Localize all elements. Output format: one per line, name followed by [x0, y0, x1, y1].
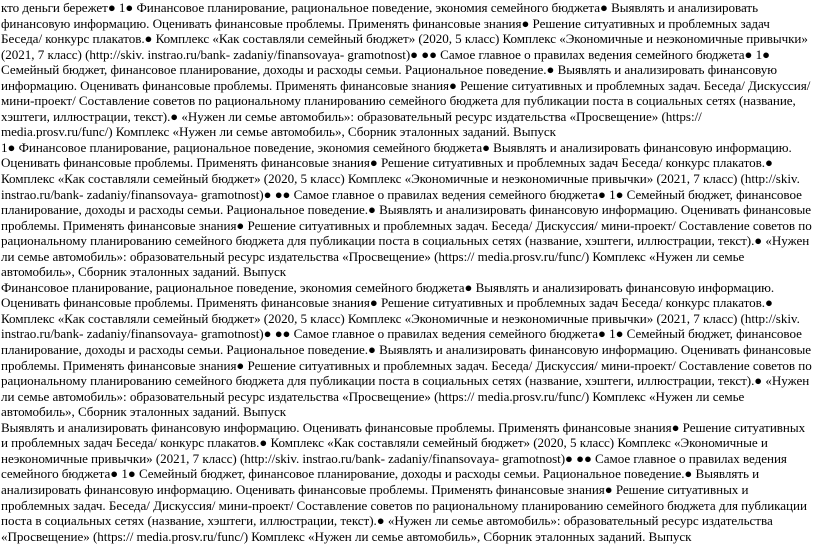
paragraph-1 — [1, 0, 814, 140]
paragraph-text: Выявлять и анализировать финансовую информацию. Оценивать финансовые проблемы. Применять финансовые знания● Решение ситуативных и проблемных задач Беседа/ конкурс плакатов.● Комплекс «Как составляли семейный бюджет» (2020, 5 класс) Комплекс «Экономичные и неэкономичные привычки» (2021, 7 класс) (http://skiv. instrao.ru/bank- zadaniy/finansovaya- gramotnost)● ●● Самое главное о правилах ведения семейного бюджета● 1● Семейный бюджет, финансовое планирование, доходы и расходы семьи. Рациональное поведение.● Выявлять и анализировать финансовую информацию. Оценивать финансовые проблемы. Применять финансовые знания● Решение ситуативных и проблемных задач. Беседа/ Дискуссия/ мини-проект/ Составление советов по рациональному планированию семейного бюджета для публикации поста в социальных сетях (название, хэштеги, иллюстрации, текст).● «Нужен ли семье автомобиль»: образовательный ресурс издательства «Просвещение» (https:// media.prosv.ru/func/) Комплекс «Нужен ли семье автомобиль», Сборник эталонных заданий. Выпуск — [1, 419, 807, 544]
paragraph-4 — [1, 420, 814, 544]
paragraph-2 — [1, 140, 814, 280]
paragraph-3 — [1, 280, 814, 420]
paragraph-text: 1● Финансовое планирование, рациональное поведение, экономия семейного бюджета● Выявлять и анализировать финансовую информацию. Оценивать финансовые проблемы. Применять финансовые знания● Решение ситуативных и проблемных задач Беседа/ конкурс плакатов.● Комплекс «Как составляли семейный бюджет» (2020, 5 класс) Комплекс «Экономичные и неэкономичные привычки» (2021, 7 класс) (http://skiv. instrao.ru/bank- zadaniy/finansovaya- gramotnost)● ●● Самое главное о правилах ведения семейного бюджета● 1● Семейный бюджет, финансовое планирование, доходы и расходы семьи. Рациональное поведение.● Выявлять и анализировать финансовую информацию. Оценивать финансовые проблемы. Применять финансовые знания● Решение ситуативных и проблемных задач. Беседа/ Дискуссия/ мини-проект/ Составление советов по рациональному планированию семейного бюджета для публикации поста в социальных сетях (название, хэштеги, иллюстрации, текст).● «Нужен ли семье автомобиль»: образовательный ресурс издательства «Просвещение» (https:// media.prosv.ru/func/) Комплекс «Нужен ли семье автомобиль», Сборник эталонных заданий. Выпуск — [1, 139, 812, 280]
paragraph-text: Финансовое планирование, рациональное поведение, экономия семейного бюджета● Выявлять и анализировать финансовую информацию. Оценивать финансовые проблемы. Применять финансовые знания● Решение ситуативных и проблемных задач Беседа/ конкурс плакатов.● Комплекс «Как составляли семейный бюджет» (2020, 5 класс) Комплекс «Экономичные и неэкономичные привычки» (2021, 7 класс) (http://skiv. instrao.ru/bank- zadaniy/finansovaya- gramotnost)● ●● Самое главное о правилах ведения семейного бюджета● 1● Семейный бюджет, финансовое планирование, доходы и расходы семьи. Рациональное поведение.● Выявлять и анализировать финансовую информацию. Оценивать финансовые проблемы. Применять финансовые знания● Решение ситуативных и проблемных задач. Беседа/ Дискуссия/ мини-проект/ Составление советов по рациональному планированию семейного бюджета для публикации поста в социальных сетях (название, хэштеги, иллюстрации, текст).● «Нужен ли семье автомобиль»: образовательный ресурс издательства «Просвещение» (https:// media.prosv.ru/func/) Комплекс «Нужен ли семье автомобиль», Сборник эталонных заданий. Выпуск — [1, 279, 812, 420]
paragraph-text: кто деньги бережет● 1● Финансовое планирование, рациональное поведение, экономия семейного бюджета● Выявлять и анализировать финансовую информацию. Оценивать финансовые проблемы. Применять финансовые знания● Решение ситуативных и проблемных задач Беседа/ конкурс плакатов.● Комплекс «Как составляли семейный бюджет» (2020, 5 класс) Комплекс «Экономичные и неэкономичные привычки» (2021, 7 класс) (http://skiv. instrao.ru/bank- zadaniy/finansovaya- gramotnost)● ●● Самое главное о правилах ведения семейного бюджета● 1● Семейный бюджет, финансовое планирование, доходы и расходы семьи. Рациональное поведение.● Выявлять и анализировать финансовую информацию. Оценивать финансовые проблемы. Применять финансовые знания● Решение ситуативных и проблемных задач. Беседа/ Дискуссия/ мини-проект/ Составление советов по рациональному планированию семейного бюджета для публикации поста в социальных сетях (название, хэштеги, иллюстрации, текст).● «Нужен ли семье автомобиль»: образовательный ресурс издательства «Просвещение» (https:// media.prosv.ru/func/) Комплекс «Нужен ли семье автомобиль», Сборник эталонных заданий. Выпуск — [1, 0, 811, 140]
